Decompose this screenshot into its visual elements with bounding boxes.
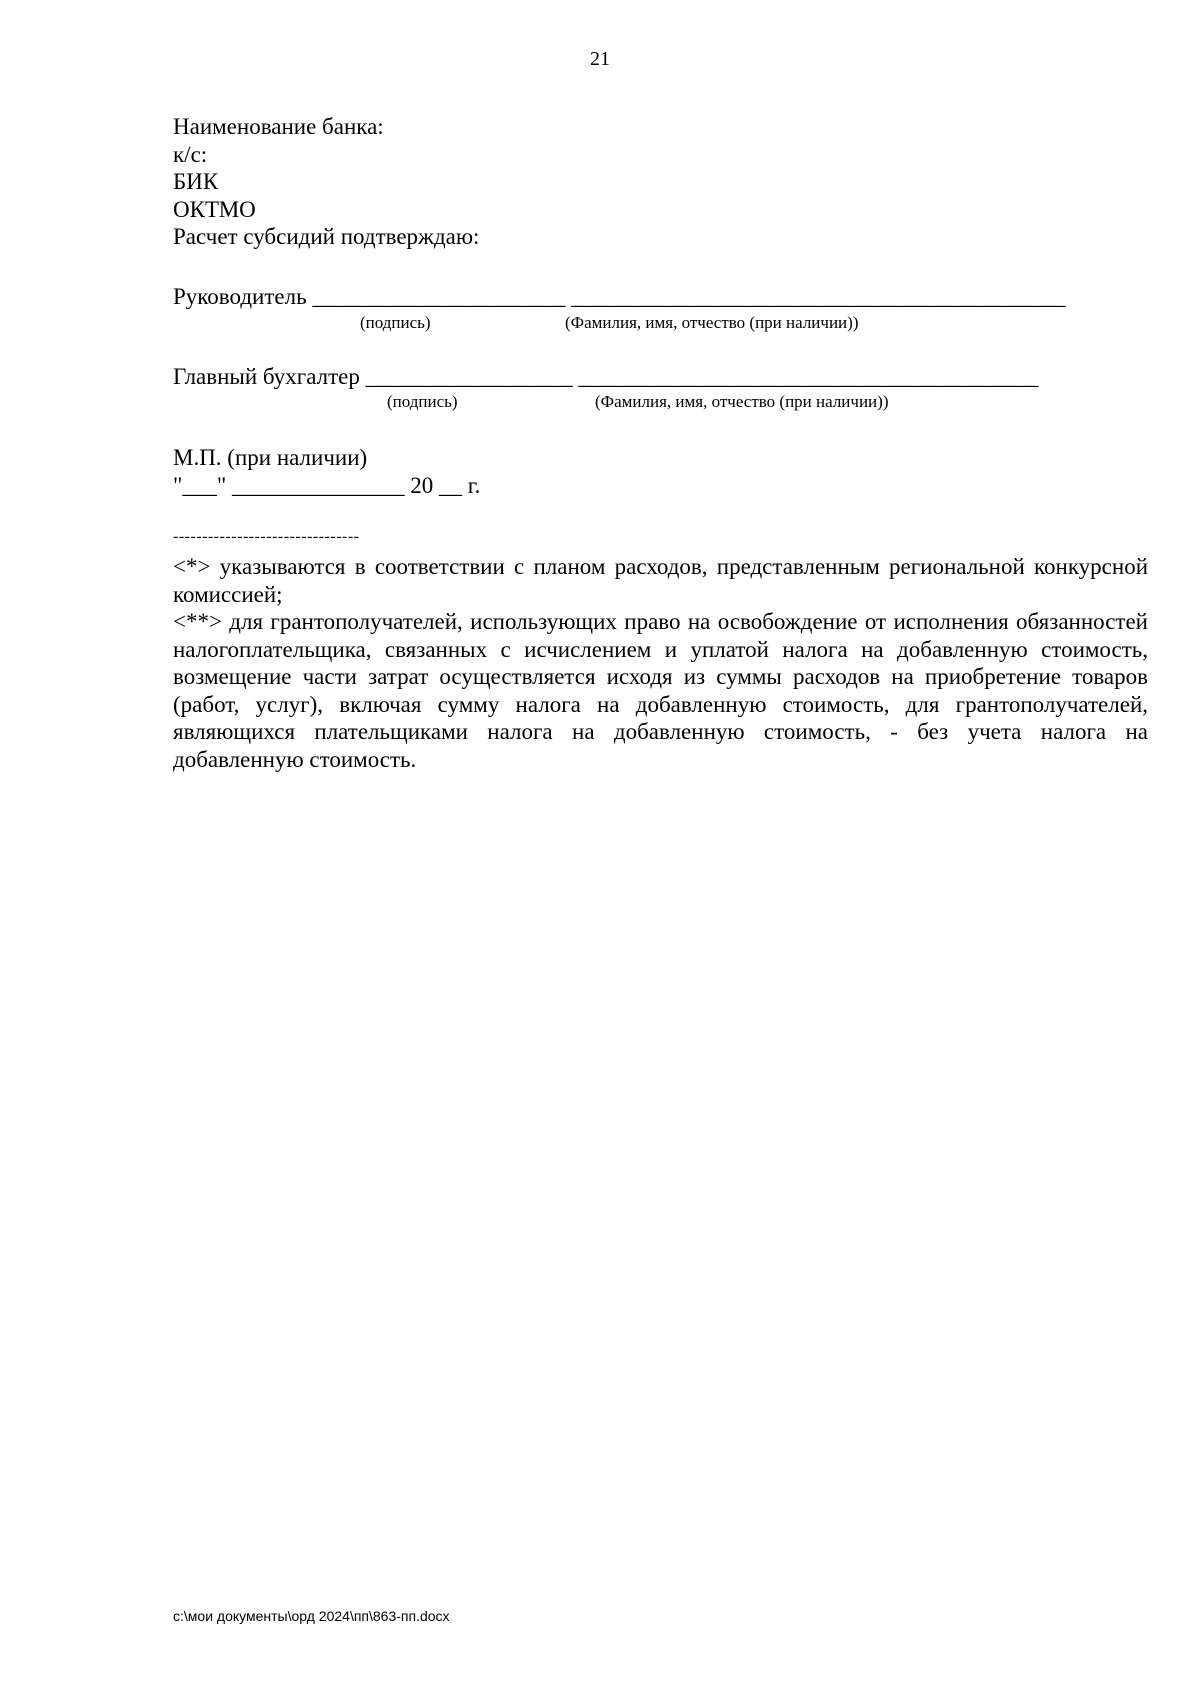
- bank-details-block: [173, 113, 1148, 251]
- bik-label: БИК: [173, 169, 219, 194]
- footnote-1: <*> указываются в соответствии с планом расходов, представленным региональной конкурсной комиссией;: [173, 554, 1148, 607]
- stamp-block: [173, 444, 1148, 499]
- accountant-name-caption: (Фамилия, имя, отчество (при наличии)): [595, 392, 889, 411]
- ks-label: к/с:: [173, 141, 208, 167]
- head-signature-caption: (подпись): [360, 313, 431, 332]
- bank-name-label: Наименование банка:: [173, 114, 384, 139]
- head-signature-line: Руководитель ______________________ ___________________________________________: [173, 284, 1066, 309]
- footnotes: [173, 553, 1148, 773]
- footer-file-path: c:\мои документы\орд 2024\пп\863-пп.docx: [173, 1608, 450, 1624]
- accountant-signature-line: Главный бухгалтер __________________ ________________________________________: [173, 364, 1039, 389]
- footnote-separator: --------------------------------: [173, 528, 360, 545]
- date-line: "___" _______________ 20 __ г.: [173, 472, 481, 498]
- subsidy-confirm-label: Расчет субсидий подтверждаю:: [173, 224, 480, 249]
- accountant-signature-caption: (подпись): [387, 392, 458, 411]
- footnote-2: <**> для грантополучателей, использующих право на освобождение от исполнения обязанностей налогоплательщика, связанных с исчислением и уплатой налога на добавленную стоимость, возмещение части затрат осуществляется исходя из суммы расходов на приобретение товаров (работ, услуг), включая сумму налога на добавленную стоимость, для грантополучателей, являющихся плательщиками налога на добавленную стоимость, - без учета налога на добавленную стоимость.: [173, 609, 1148, 772]
- head-name-caption: (Фамилия, имя, отчество (при наличии)): [565, 313, 859, 332]
- oktmo-label: ОКТМО: [173, 196, 256, 222]
- page-number: 21: [590, 48, 610, 70]
- stamp-label: М.П. (при наличии): [173, 445, 368, 470]
